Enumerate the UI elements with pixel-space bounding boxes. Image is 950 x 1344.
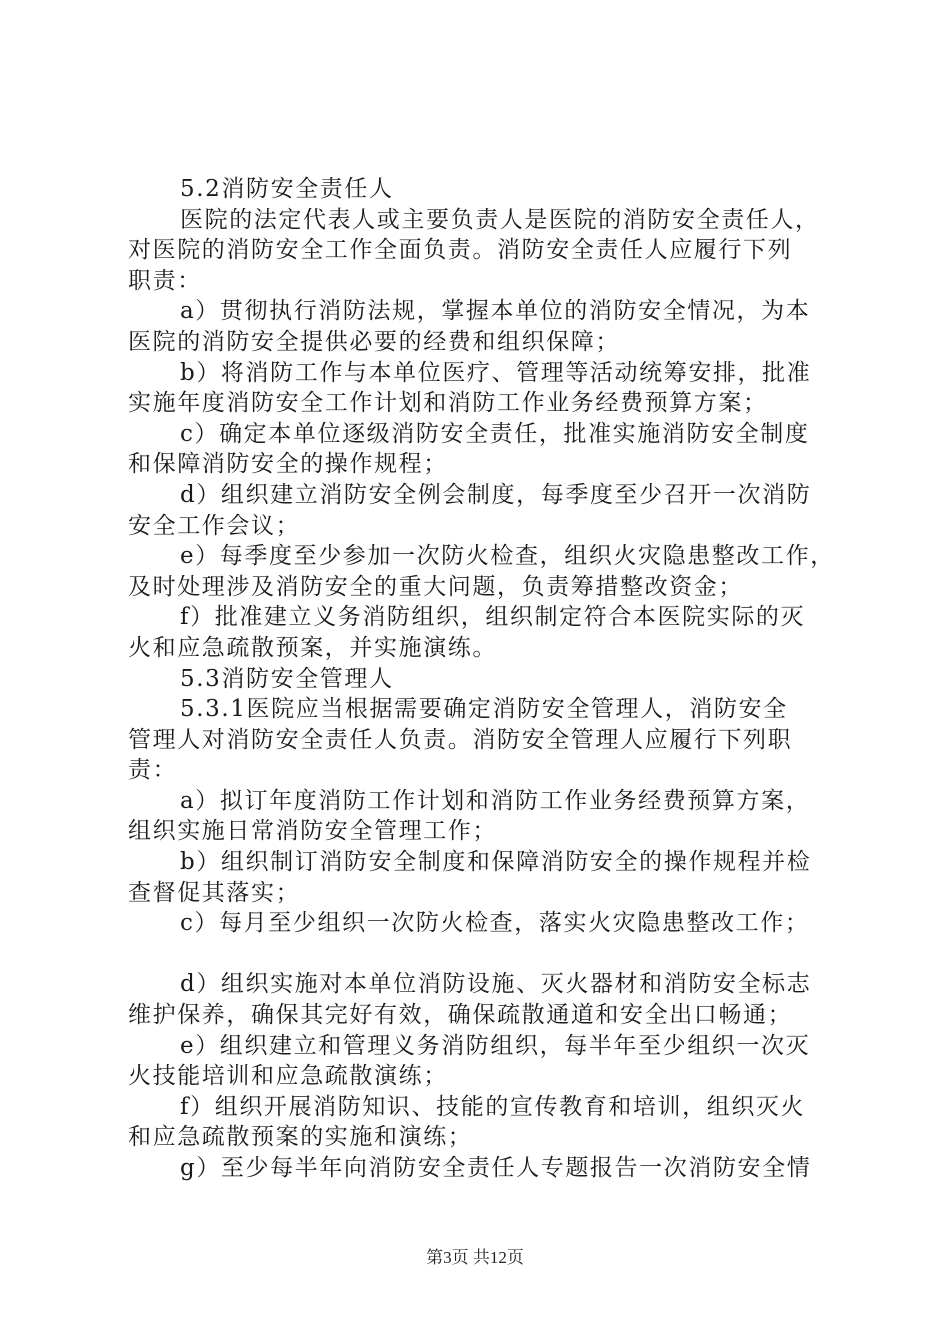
list-item-line: 火技能培训和应急疏散演练； <box>128 1063 448 1090</box>
list-item-line: a）贯彻执行消防法规，掌握本单位的消防安全情况，为本 <box>180 298 811 325</box>
document-body <box>128 174 840 1184</box>
list-item-line: 及时处理涉及消防安全的重大问题，负责筹措整改资金； <box>128 573 743 600</box>
paragraph-line: 职责： <box>128 267 202 294</box>
list-item-line: g）至少每半年向消防安全责任人专题报告一次消防安全情 <box>180 1155 812 1181</box>
section-heading-5-3: 5.3消防安全管理人 <box>180 665 394 692</box>
list-item-line: 火和应急疏散预案，并实施演练。 <box>128 634 497 661</box>
list-item-line: 和应急疏散预案的实施和演练； <box>128 1124 473 1151</box>
list-item-line: 维护保养，确保其完好有效，确保疏散通道和安全出口畅通； <box>128 1002 793 1029</box>
list-item-line: f）批准建立义务消防组织，组织制定符合本医院实际的灭 <box>180 604 806 631</box>
list-item-line: b）将消防工作与本单位医疗、管理等活动统筹安排，批准 <box>180 359 812 386</box>
list-item-line: a）拟订年度消防工作计划和消防工作业务经费预算方案， <box>180 787 811 814</box>
list-item-line: 医院的消防安全提供必要的经费和组织保障； <box>128 328 620 355</box>
list-item-line: 实施年度消防安全工作计划和消防工作业务经费预算方案； <box>128 390 768 417</box>
list-item-line: e）组织建立和管理义务消防组织，每半年至少组织一次灭 <box>180 1032 811 1059</box>
list-item-line: 安全工作会议； <box>128 512 301 539</box>
list-item-line: f）组织开展消防知识、技能的宣传教育和培训，组织灭火 <box>180 1093 806 1120</box>
paragraph-line: 管理人对消防安全责任人负责。消防安全管理人应履行下列职 <box>128 726 793 753</box>
list-item-line: 组织实施日常消防安全管理工作； <box>128 818 497 845</box>
paragraph-line: 责： <box>128 757 178 784</box>
paragraph-line: 医院的法定代表人或主要负责人是医院的消防安全责任人， <box>180 206 820 233</box>
list-item-line: 和保障消防安全的操作规程； <box>128 451 448 478</box>
list-item-line: c）确定本单位逐级消防安全责任，批准实施消防安全制度 <box>180 420 810 447</box>
page-number-footer: 第3页 共12页 <box>426 1248 524 1267</box>
list-item-line: d）组织建立消防安全例会制度，每季度至少召开一次消防 <box>180 481 812 508</box>
list-item-line: c）每月至少组织一次防火检查，落实火灾隐患整改工作； <box>180 910 810 937</box>
section-heading-5-2: 5.2消防安全责任人 <box>180 176 394 202</box>
list-item-line: d）组织实施对本单位消防设施、灭火器材和消防安全标志 <box>180 971 812 998</box>
blank-line <box>128 939 840 970</box>
list-item-line: b）组织制订消防安全制度和保障消防安全的操作规程并检 <box>180 849 812 876</box>
list-item-line: 查督促其落实； <box>128 879 301 906</box>
list-item-line: e）每季度至少参加一次防火检查，组织火灾隐患整改工作， <box>180 543 835 570</box>
paragraph-line: 对医院的消防安全工作全面负责。消防安全责任人应履行下列 <box>128 237 793 264</box>
paragraph-line: 5.3.1医院应当根据需要确定消防安全管理人，消防安全 <box>180 696 788 723</box>
